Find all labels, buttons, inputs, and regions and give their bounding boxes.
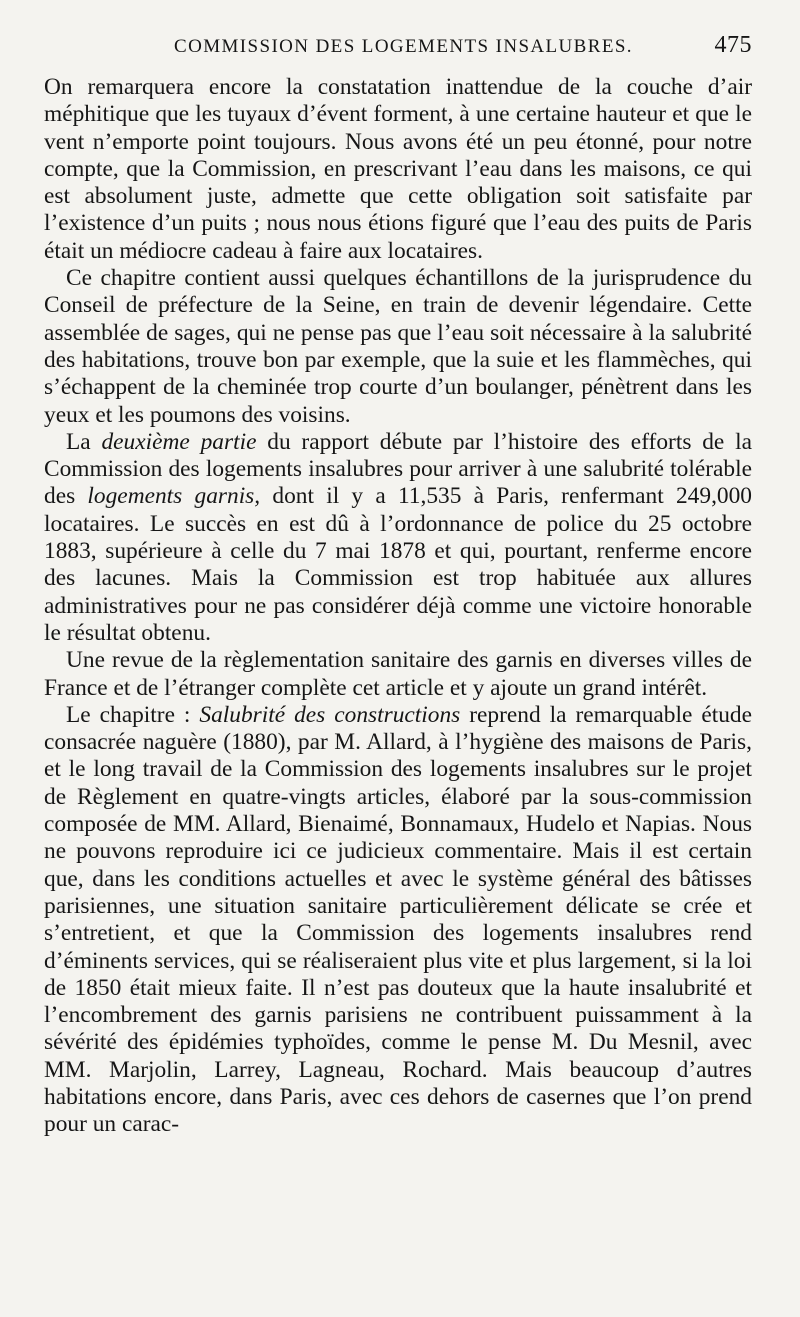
paragraph-text: Le chapitre : <box>66 701 200 728</box>
paragraph-text: Ce chapitre contient aussi quelques échantillons de la jurisprudence du Conseil de préfecture de la Seine, en train de devenir légendaire. Cette assemblée de sages, qui ne pense pas que l’eau soit nécessaire à la salubrité des habitations, trouve bon par exemple, que la suie et les flammèches, qui s’échappent de la cheminée trop courte d’un boulanger, pénètrent dans les yeux et les poumons des voisins. <box>44 265 752 428</box>
paragraph-1 <box>44 74 752 265</box>
paragraph-text: reprend la remarquable étude consacrée naguère (1880), par M. Allard, à l’hygiène des maisons de Paris, et le long travail de la Commission des logements insalubres sur le projet de Règlement en quatre-vingts articles, élaboré par la sous-commission composée de MM. Allard, Bienaimé, Bonnamaux, Hudelo et Napias. Nous ne pouvons reproduire ici ce judicieux commentaire. Mais il est certain que, dans les conditions actuelles et avec le système général des bâtisses parisiennes, une situation sanitaire particulièrement délicate se crée et s’entretient, et que la Commission des logements insalubres rend d’éminents services, qui se réaliseraient plus vite et plus largement, si la loi de 1850 était mieux faite. Il n’est pas douteux que la haute insalubrité et l’encombrement des garnis parisiens ne contribuent puissamment à la sévérité des épidémies typhoïdes, comme le pense M. Du Mesnil, avec MM. Marjolin, Larrey, Lagneau, Rochard. Mais beaucoup d’autres habitations encore, dans Paris, avec ces dehors de casernes que l’on prend pour un carac- <box>44 701 752 1138</box>
body-text <box>44 74 752 1139</box>
paragraph-text: dont il y a 11,535 à Paris, renfermant 249,000 locataires. Le succès en est dû à l’ordonnance de police du 25 octobre 1883, supérieure à celle du 7 mai 1878 et qui, pourtant, renferme encore des lacunes. Mais la Commission est trop habituée aux allures administratives pour ne pas considérer déjà comme une victoire honorable le résultat obtenu. <box>44 483 753 646</box>
page-header <box>44 30 752 64</box>
running-title: COMMISSION DES LOGEMENTS INSALUBRES. <box>174 36 633 57</box>
page-number: 475 <box>714 32 752 58</box>
italic-phrase: deuxième partie <box>101 428 257 455</box>
paragraph-text: Une revue de la règlementation sanitaire des garnis en diverses villes de France et de l’étranger complète cet article et y ajoute un grand intérêt. <box>44 647 752 701</box>
paragraph-text: On remarquera encore la constatation inattendue de la couche d’air méphitique que les tuyaux d’évent forment, à une certaine hauteur et que le vent n’emporte point toujours. Nous avons été un peu étonné, pour notre compte, que la Commission, en prescrivant l’eau dans les maisons, ce qui est absolument juste, admette que cette obligation soit satisfaite par l’existence d’un puits ; nous nous étions figuré que l’eau des puits de Paris était un médiocre cadeau à faire aux locataires. <box>44 74 752 264</box>
paragraph-text: La <box>66 428 102 455</box>
italic-phrase: Salubrité des constructions <box>199 701 461 728</box>
paragraph-5 <box>44 702 752 1139</box>
italic-phrase: logements garnis, <box>87 483 261 510</box>
paragraph-2 <box>44 265 752 429</box>
paragraph-4 <box>44 647 752 702</box>
paragraph-text: du rapport débute par l’histoire des efforts de la Commission des logements insalubres pour arriver à une salubrité tolérable des <box>44 428 752 510</box>
paragraph-3 <box>44 429 752 647</box>
